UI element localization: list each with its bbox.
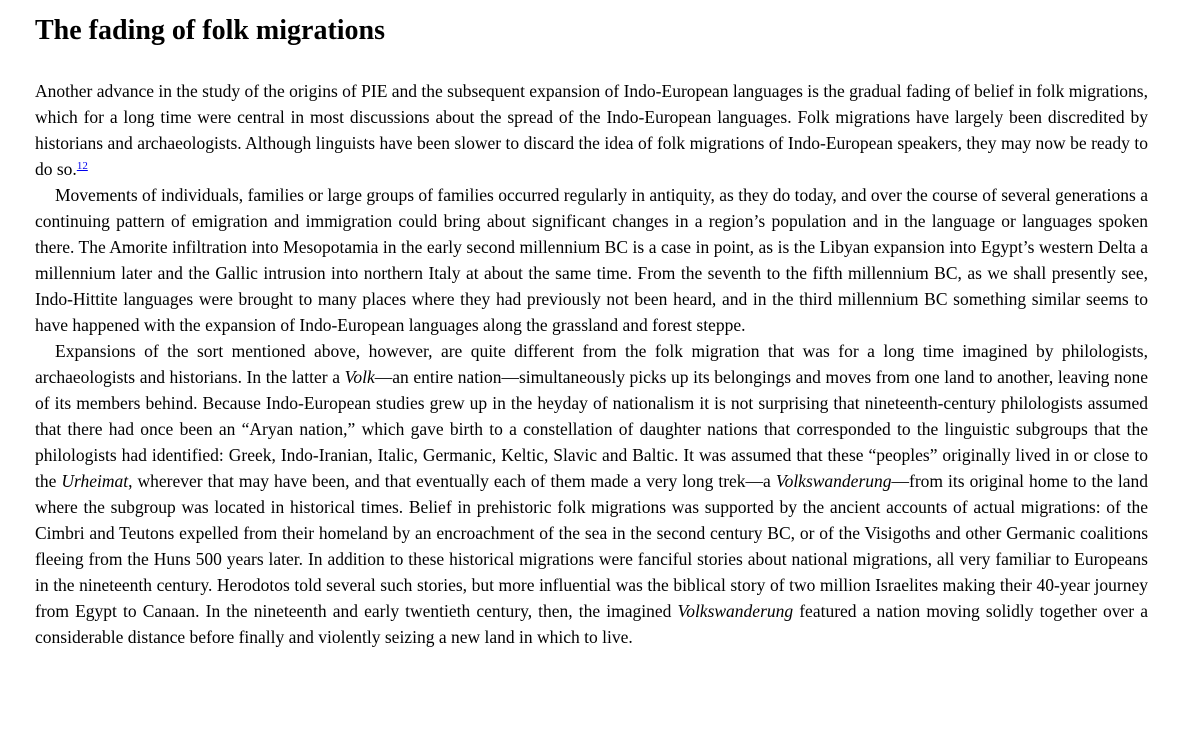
paragraph-3-text-1: Expansions of the sort mentioned above, however, are quite different from the folk migration that was for a long time imagined by philologists, archaeologists and historians. In the latter a [35,341,1148,387]
section-title: The fading of folk migrations [35,15,386,46]
italic-volkswanderung-1: Volkswanderung [775,471,892,491]
paragraph-3-text-4: —from its original home to the land where the subgroup was located in historical times. Belief in prehistoric folk migrations was supported by the ancient accounts of actual migrations: of the Cimbri and Teutons expelled from their homeland by an encroachment of the sea in the second century BC, or of the Visigoths and other Germanic coalitions fleeing from the Huns 500 years later. In addition to these historical migrations were fanciful stories about national migrations, all very familiar to Europeans in the nineteenth century. Herodotos told several such stories, but more influential was the biblical story of two million Israelites making their 40-year journey from Egypt to Canaan. In the nineteenth and early twentieth century, then, the imagined [35,471,1148,621]
section-body [35,78,1148,650]
paragraph-3-text-2: —an entire nation—simultaneously picks up its belongings and moves from one land to another, leaving none of its members behind. Because Indo-European studies grew up in the heyday of nationalism it is not surprising that nineteenth-century philologists assumed that there had once been an “Aryan nation,” which gave birth to a constellation of daughter nations that corresponded to the linguistic subgroups that the philologists had identified: Greek, Indo-Iranian, Italic, Germanic, Keltic, Slavic and Baltic. It was assumed that these “peoples” originally lived in or close to the [35,367,1148,491]
paragraph-3-text-3: , wherever that may have been, and that eventually each of them made a very long trek—a [128,471,776,491]
footnote-marker [77,157,88,173]
italic-volkswanderung-2: Volkswanderung [677,601,794,621]
italic-volk: Volk [344,367,375,387]
paragraph-1 [35,78,1148,182]
italic-urheimat: Urheimat [61,471,129,491]
paragraph-2: Movements of individuals, families or large groups of families occurred regularly in antiquity, as they do today, and over the course of several generations a continuing pattern of emigration and immigration could bring about significant changes in a region’s population and in the language or languages spoken there. The Amorite infiltration into Mesopotamia in the early second millennium BC is a case in point, as is the Libyan expansion into Egypt’s western Delta a millennium later and the Gallic intrusion into northern Italy at about the same time. From the seventh to the fifth millennium BC, as we shall presently see, Indo-Hittite languages were brought to many places where they had previously not been heard, and in the third millennium BC something similar seems to have happened with the expansion of Indo-European languages along the grassland and forest steppe. [35,185,1148,335]
footnote-link-12[interactable]: 12 [76,160,88,172]
paragraph-1-text: Another advance in the study of the origins of PIE and the subsequent expansion of Indo-European languages is the gradual fading of belief in folk migrations, which for a long time were central in most discussions about the spread of the Indo-European languages. Folk migrations have largely been discredited by historians and archaeologists. Although linguists have been slower to discard the idea of folk migrations of Indo-European speakers, they may now be ready to do so. [35,81,1148,179]
paragraph-3 [35,338,1148,650]
paragraph-3-text-5: featured a nation moving solidly together over a considerable distance before finally and violently seizing a new land in which to live. [35,601,1148,647]
